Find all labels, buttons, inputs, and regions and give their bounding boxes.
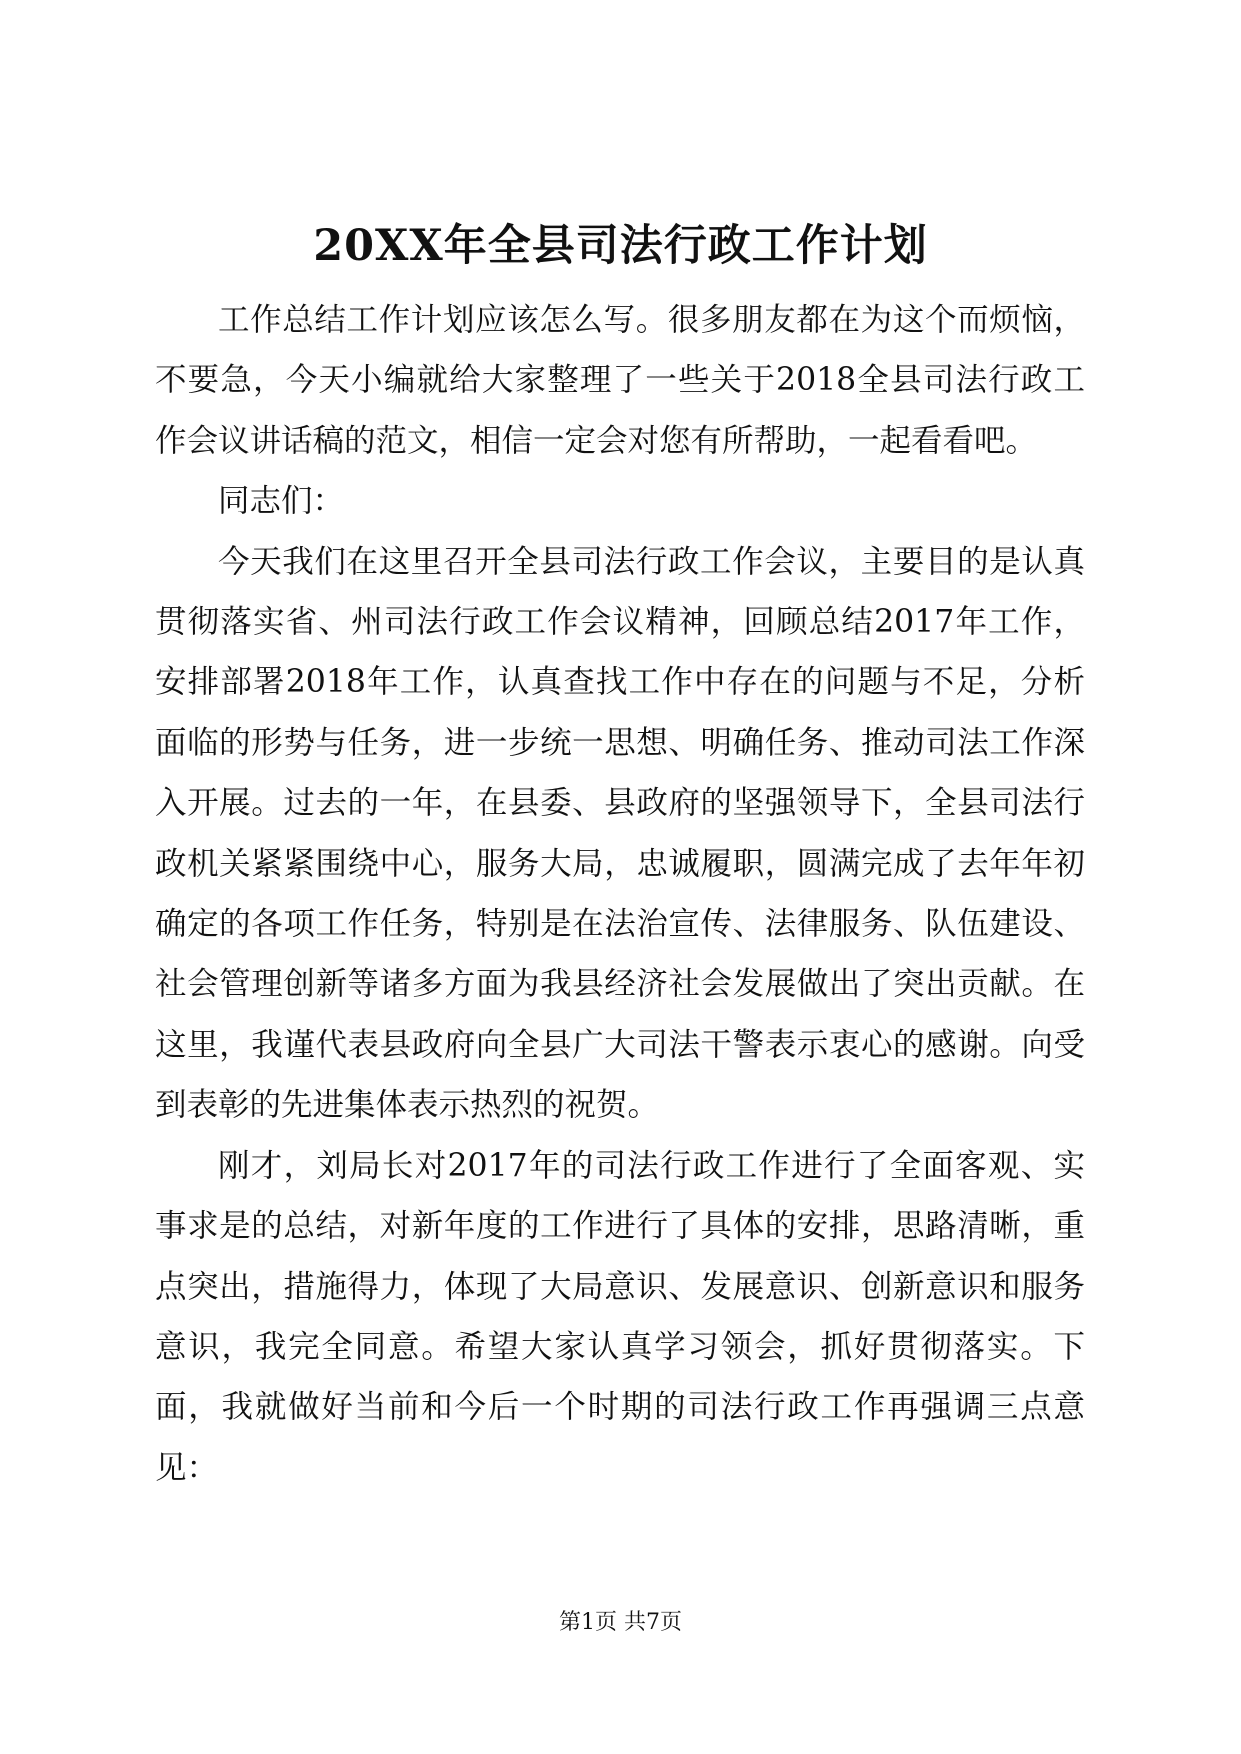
paragraph-opinions: 刚才，刘局长对2017年的司法行政工作进行了全面客观、实事求是的总结，对新年度的工作进行了具体的安排，思路清晰，重点突出，措施得力，体现了大局意识、发展意识、创新意识和服务意识，我完全同意。希望大家认真学习领会，抓好贯彻落实。下面，我就做好当前和今后一个时期的司法行政工作再强调三点意见：: [155, 1147, 1085, 1486]
paragraph-review: 今天我们在这里召开全县司法行政工作会议，主要目的是认真贯彻落实省、州司法行政工作会议精神，回顾总结2017年工作，安排部署2018年工作，认真查找工作中存在的问题与不足，分析面临的形势与任务，进一步统一思想、明确任务、推动司法工作深入开展。过去的一年，在县委、县政府的坚强领导下，全县司法行政机关紧紧围绕中心，服务大局，忠诚履职，圆满完成了去年年初确定的各项工作任务，特别是在法治宣传、法律服务、队伍建设、社会管理创新等诸多方面为我县经济社会发展做出了突出贡献。在这里，我谨代表县政府向全县广大司法干警表示衷心的感谢。向受到表彰的先进集体表示热烈的祝贺。: [155, 543, 1085, 1124]
page-number-footer: 第1页 共7页: [559, 1610, 682, 1635]
document-body: [155, 290, 1085, 1498]
paragraph-intro: 工作总结工作计划应该怎么写。很多朋友都在为这个而烦恼，不要急，今天小编就给大家整理了一些关于2018全县司法行政工作会议讲话稿的范文，相信一定会对您有所帮助，一起看看吧。: [155, 302, 1085, 459]
paragraph-salutation: 同志们：: [218, 483, 345, 520]
document-title: 20XX年全县司法行政工作计划: [313, 221, 928, 271]
